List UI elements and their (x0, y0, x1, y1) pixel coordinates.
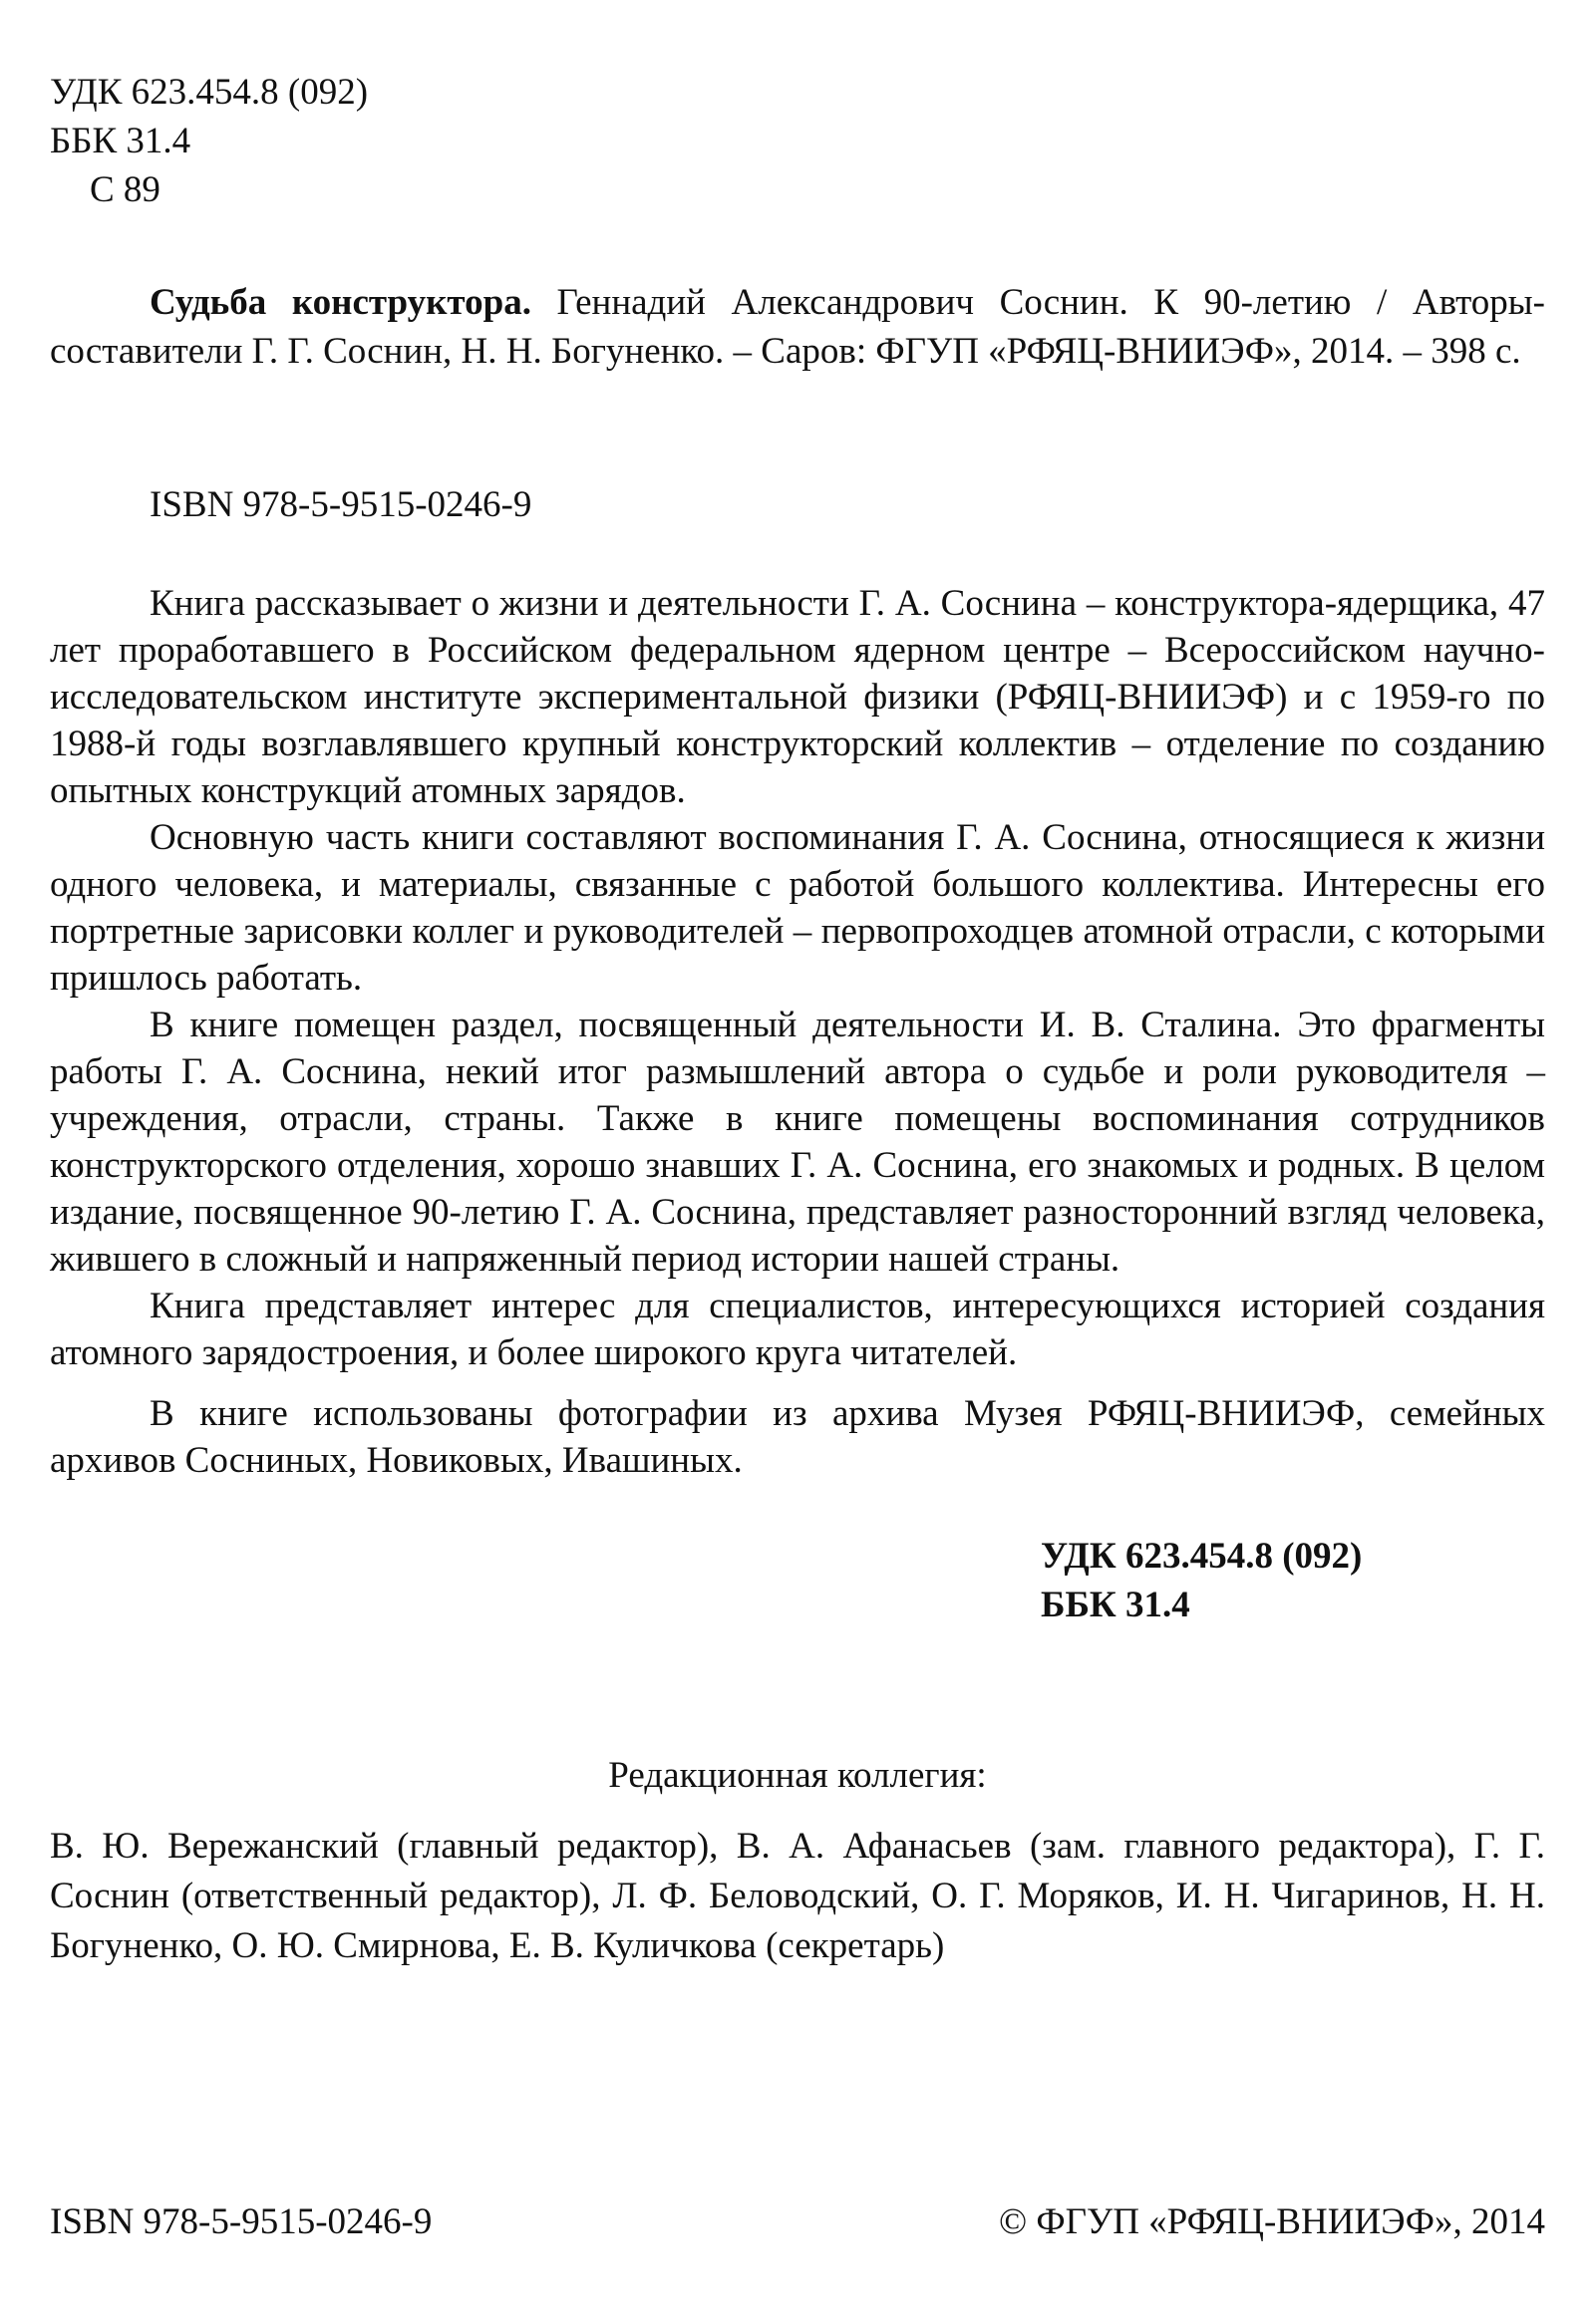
bibliographic-details: Геннадий Александрович Соснин. К 90-летию / Авторы-составители Г. Г. Соснин, Н. Н. Богуненко. – Саров: ФГУП «РФЯЦ-ВНИИЭФ», 2014. – 398 с. (50, 282, 1545, 372)
annotation (50, 580, 1545, 1484)
footer-isbn: ISBN 978-5-9515-0246-9 (50, 2201, 433, 2242)
editorial-board-heading: Редакционная коллегия: (608, 1755, 987, 1796)
annotation-paragraph: Книга представляет интерес для специалистов, интересующихся историей создания атомного зарядостроения, и более широкого круга читателей. (50, 1286, 1545, 1373)
bbk-code: ББК 31.4 (50, 121, 191, 161)
udk-code: УДК 623.454.8 (092) (1041, 1536, 1363, 1577)
bibliographic-record (50, 278, 1545, 376)
annotation-paragraph: В книге помещен раздел, посвященный деятельности И. В. Сталина. Это фрагменты работы Г. А. Соснина, некий итог размышлений автора о судьбе и роли руководителя – учреждения, отрасли, страны. Также в книге помещены воспоминания сотрудников конструкторского отделения, хорошо знавших Г. А. Соснина, его знакомых и родных. В целом издание, посвященное 90-летию Г. А. Соснина, представляет разносторонний взгляд человека, жившего в сложный и напряженный период истории нашей страны. (50, 1005, 1545, 1280)
udk-code: УДК 623.454.8 (092) (50, 72, 369, 113)
footer-copyright: © ФГУП «РФЯЦ-ВНИИЭФ», 2014 (999, 2201, 1545, 2242)
annotation-paragraph: Основную часть книги составляют воспоминания Г. А. Соснина, относящиеся к жизни одного человека, и материалы, связанные с работой большого коллектива. Интересны его портретные зарисовки коллег и руководителей – первопроходцев атомной отрасли, с которыми пришлось работать. (50, 817, 1545, 999)
classification-codes-bottom (1041, 1532, 1362, 1629)
editorial-board-members: В. Ю. Вережанский (главный редактор), В. А. Афанасьев (зам. главного редактора), Г. Г. Соснин (ответственный редактор), Л. Ф. Беловодский, О. Г. Моряков, И. Н. Чигаринов, Н. Н. Богуненко, О. Ю. Смирнова, Е. В. Куличкова (секретарь) (50, 1826, 1545, 1966)
classification-codes-top (50, 68, 368, 214)
book-title: Судьба конструктора. (150, 282, 531, 323)
annotation-paragraph: Книга рассказывает о жизни и деятельности Г. А. Соснина – конструктора-ядерщика, 47 лет проработавшего в Российском федеральном ядерном центре – Всероссийском научно-исследовательском институте экспериментальной физики (РФЯЦ-ВНИИЭФ) и с 1959-го по 1988-й годы возглавлявшего крупный конструкторский коллектив – отделение по созданию опытных конструкций атомных зарядов. (50, 583, 1545, 811)
annotation-paragraph: В книге использованы фотографии из архива Музея РФЯЦ-ВНИИЭФ, семейных архивов Сосниных, Новиковых, Ивашиных. (50, 1393, 1545, 1481)
author-sign: С 89 (90, 169, 160, 210)
bbk-code: ББК 31.4 (1041, 1585, 1190, 1625)
isbn: ISBN 978-5-9515-0246-9 (150, 484, 532, 525)
